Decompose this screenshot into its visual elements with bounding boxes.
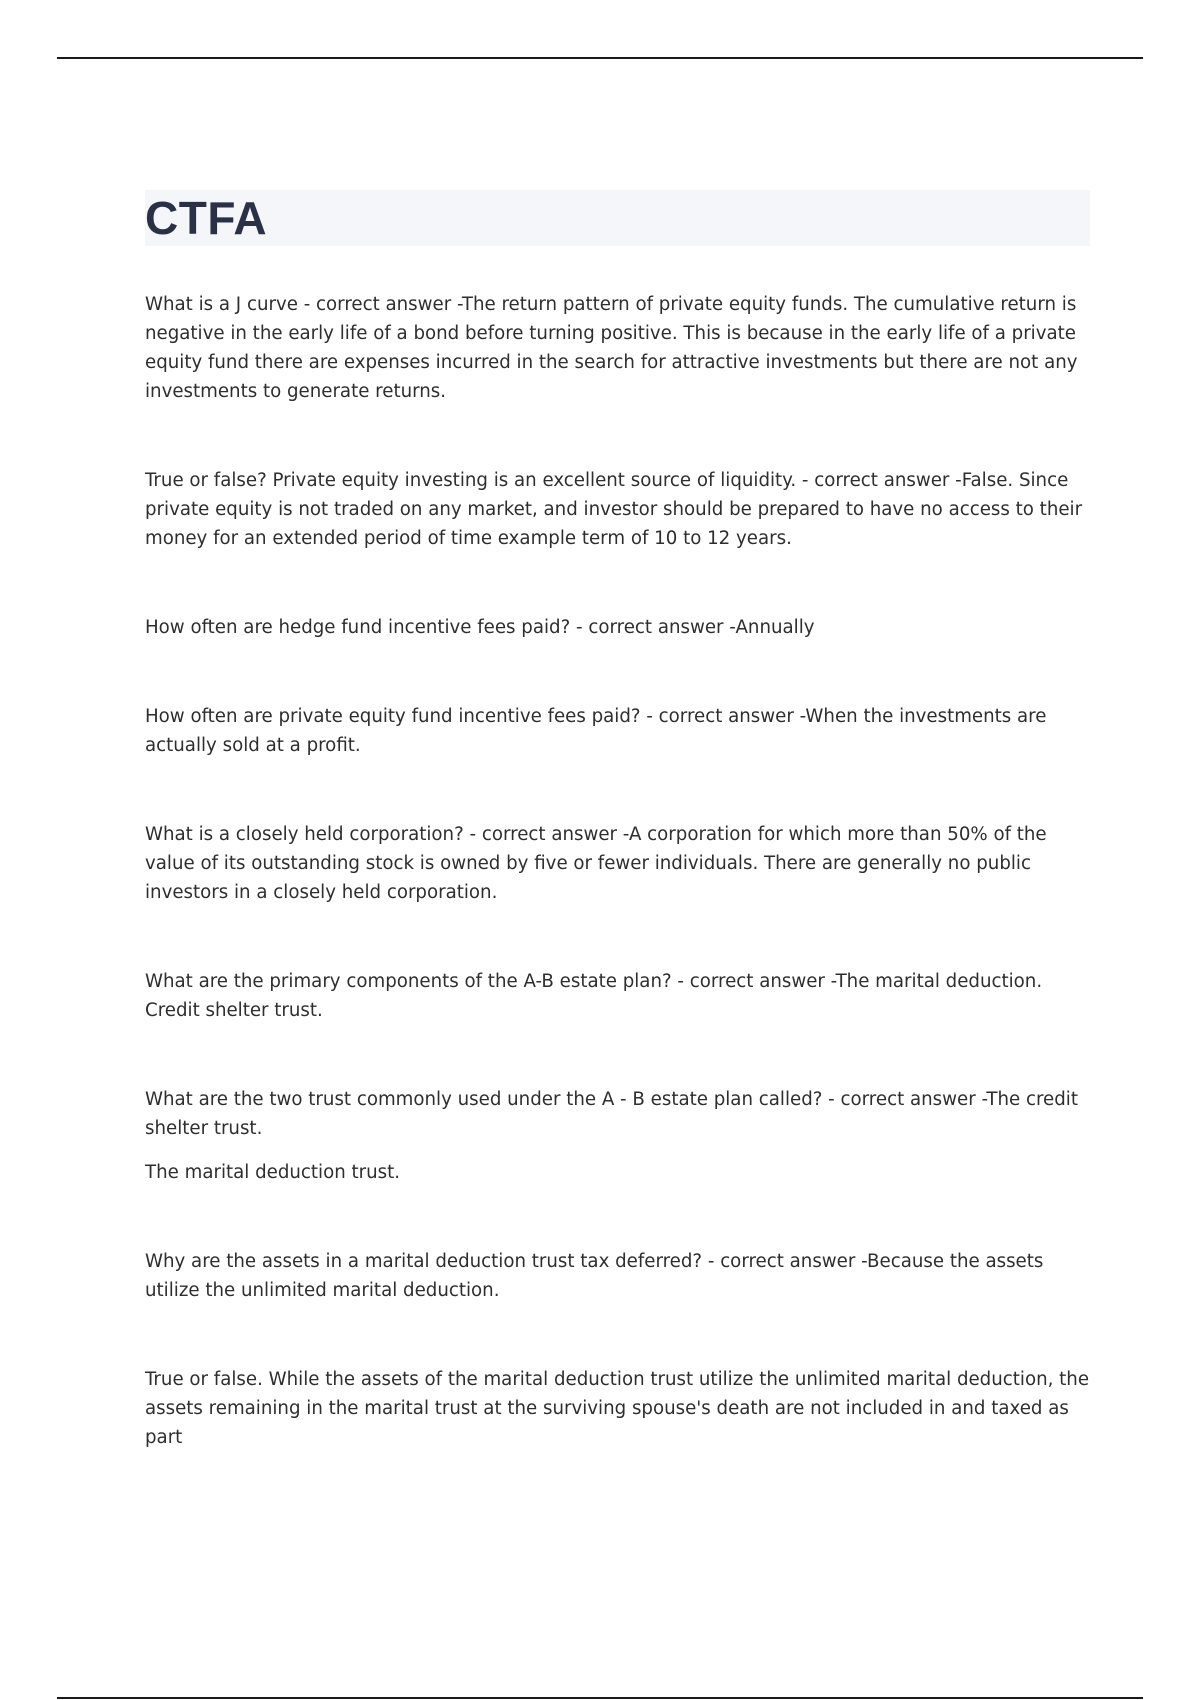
qa-text: How often are hedge fund incentive fees paid? - correct answer -Annually [145,617,815,638]
qa-text: What are the two trust commonly used under the A - B estate plan called? - correct answer -The credit shelter trust. [145,1089,1078,1139]
qa-item [145,290,1090,406]
top-rule [57,57,1143,59]
qa-text: True or false? Private equity investing is an excellent source of liquidity. - correct answer -False. Since private equity is not traded on any market, and investor should be prepared to have no access to their money for an extended period of time example term of 10 to 12 years. [145,470,1083,549]
qa-item [145,613,1090,642]
qa-text: How often are private equity fund incentive fees paid? - correct answer -When the investments are actually sold at a profit. [145,706,1047,756]
qa-item [145,702,1090,760]
qa-text: Why are the assets in a marital deduction trust tax deferred? - correct answer -Because the assets utilize the unlimited marital deduction. [145,1251,1044,1301]
qa-item [145,1247,1090,1305]
qa-list [145,290,1090,1512]
qa-item [145,820,1090,907]
qa-text: What is a closely held corporation? - correct answer -A corporation for which more than 50% of the value of its outstanding stock is owned by five or fewer individuals. There are generally no public investors in a closely held corporation. [145,824,1047,903]
document-title: CTFA [145,192,268,244]
qa-item [145,1365,1090,1452]
title-banner [145,190,1090,246]
qa-text-continuation: The marital deduction trust. [145,1162,401,1183]
qa-text: What are the primary components of the A-B estate plan? - correct answer -The marital deduction. Credit shelter trust. [145,971,1043,1021]
qa-text: What is a J curve - correct answer -The return pattern of private equity funds. The cumulative return is negative in the early life of a bond before turning positive. This is because in the early life of a private equity fund there are expenses incurred in the search for attractive investments but there are not any investments to generate returns. [145,294,1078,402]
bottom-rule [57,1697,1143,1699]
qa-item [145,1085,1090,1187]
qa-item [145,466,1090,553]
qa-item [145,967,1090,1025]
qa-text: True or false. While the assets of the marital deduction trust utilize the unlimited marital deduction, the assets remaining in the marital trust at the surviving spouse's death are not included in and taxed as part [145,1369,1090,1448]
